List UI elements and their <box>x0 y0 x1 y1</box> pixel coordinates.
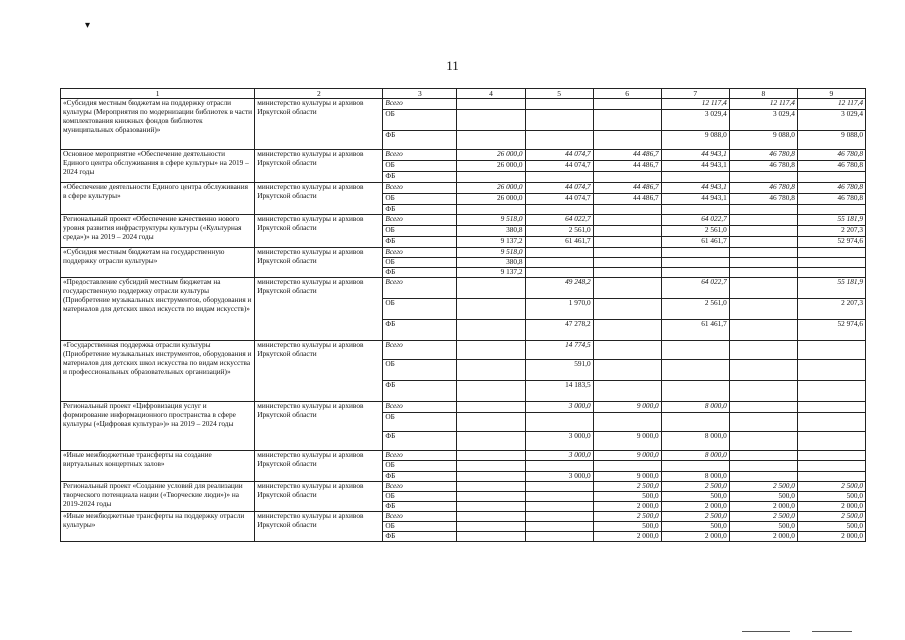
table-row <box>61 99 866 110</box>
table-row <box>61 482 866 492</box>
value-cell <box>457 432 525 451</box>
value-cell: 380,8 <box>457 226 525 237</box>
value-cell <box>525 532 593 542</box>
header-cell: 3 <box>383 89 457 99</box>
funding-source-cell: ФБ <box>383 532 457 542</box>
value-cell <box>661 205 729 215</box>
value-cell: 2 500,0 <box>797 512 865 522</box>
value-cell <box>593 461 661 472</box>
activity-name-cell: «Субсидия местным бюджетам на государственную поддержку отрасли культуры» <box>61 248 255 278</box>
value-cell: 8 000,0 <box>661 432 729 451</box>
funding-source-cell: Всего <box>383 150 457 161</box>
value-cell <box>525 110 593 131</box>
value-cell <box>593 258 661 268</box>
value-cell <box>457 472 525 482</box>
value-cell: 44 943,1 <box>661 194 729 205</box>
value-cell: 55 181,9 <box>797 215 865 226</box>
value-cell <box>593 320 661 341</box>
value-cell: 2 000,0 <box>661 532 729 542</box>
value-cell: 8 000,0 <box>661 402 729 413</box>
value-cell <box>797 341 865 360</box>
value-cell <box>525 248 593 258</box>
funding-source-cell: ОБ <box>383 522 457 532</box>
value-cell <box>729 320 797 341</box>
value-cell <box>729 268 797 278</box>
value-cell <box>457 320 525 341</box>
value-cell <box>457 402 525 413</box>
value-cell: 2 500,0 <box>729 482 797 492</box>
table-row <box>61 512 866 522</box>
value-cell <box>661 268 729 278</box>
funding-source-cell: ОБ <box>383 360 457 381</box>
value-cell: 9 088,0 <box>729 131 797 150</box>
funding-source-cell: Всего <box>383 451 457 461</box>
value-cell: 2 561,0 <box>661 226 729 237</box>
value-cell <box>729 172 797 183</box>
responsible-cell: министерство культуры и архивов Иркутской области <box>255 512 383 542</box>
value-cell <box>457 99 525 110</box>
value-cell: 2 000,0 <box>593 532 661 542</box>
activity-name-cell: Региональный проект «Обеспечение качественно нового уровня развития инфраструктуры культуры («Культурная среда»)» на 2019 – 2024 годы <box>61 215 255 248</box>
value-cell <box>457 299 525 320</box>
value-cell <box>797 381 865 402</box>
value-cell: 61 461,7 <box>525 237 593 248</box>
value-cell <box>729 248 797 258</box>
value-cell <box>729 215 797 226</box>
funding-source-cell: ФБ <box>383 268 457 278</box>
value-cell <box>593 381 661 402</box>
header-cell: 7 <box>661 89 729 99</box>
funding-source-cell: ФБ <box>383 131 457 150</box>
value-cell: 1 970,0 <box>525 299 593 320</box>
header-row <box>61 89 866 99</box>
funding-source-cell: ОБ <box>383 110 457 131</box>
table-row <box>61 150 866 161</box>
value-cell: 2 000,0 <box>729 532 797 542</box>
responsible-cell: министерство культуры и архивов Иркутской области <box>255 248 383 278</box>
activity-name-cell: «Предоставление субсидий местным бюджетам на государственную поддержку отрасли культуры (Приобретение музыкальных инструментов, оборудования и материалов для детских школ искусств по видам искусств)» <box>61 278 255 341</box>
value-cell <box>729 432 797 451</box>
activity-name-cell: «Иные межбюджетные трансферты на создание виртуальных концертных залов» <box>61 451 255 482</box>
budget-table <box>60 88 866 542</box>
value-cell <box>797 432 865 451</box>
value-cell <box>593 360 661 381</box>
responsible-cell: министерство культуры и архивов Иркутской области <box>255 341 383 402</box>
value-cell <box>661 341 729 360</box>
value-cell: 2 207,3 <box>797 226 865 237</box>
value-cell: 9 000,0 <box>593 432 661 451</box>
value-cell <box>457 492 525 502</box>
value-cell: 44 486,7 <box>593 194 661 205</box>
value-cell: 2 500,0 <box>593 482 661 492</box>
activity-name-cell: Региональный проект «Создание условий для реализации творческого потенциала нации («Творческие люди»)» на 2019-2024 годы <box>61 482 255 512</box>
value-cell <box>593 110 661 131</box>
scan-speck: ▾ <box>85 20 91 31</box>
value-cell: 46 780,8 <box>797 194 865 205</box>
value-cell <box>729 278 797 299</box>
value-cell <box>593 341 661 360</box>
value-cell <box>729 226 797 237</box>
activity-name-cell: Основное мероприятие «Обеспечение деятельности Единого центра обслуживания в сфере культуры» на 2019 – 2024 годы <box>61 150 255 183</box>
value-cell <box>729 237 797 248</box>
table-row <box>61 248 866 258</box>
value-cell: 55 181,9 <box>797 278 865 299</box>
value-cell <box>457 381 525 402</box>
value-cell: 500,0 <box>593 492 661 502</box>
activity-name-cell: Региональный проект «Цифровизация услуг и формирование информационного пространства в сфере культуры («Цифровая культура»)» на 2019 – 2024 годы <box>61 402 255 451</box>
value-cell <box>525 492 593 502</box>
value-cell: 12 117,4 <box>797 99 865 110</box>
value-cell <box>457 131 525 150</box>
value-cell: 500,0 <box>797 522 865 532</box>
value-cell <box>661 248 729 258</box>
value-cell <box>661 461 729 472</box>
value-cell <box>661 172 729 183</box>
value-cell: 26 000,0 <box>457 183 525 194</box>
funding-source-cell: Всего <box>383 341 457 360</box>
value-cell <box>797 248 865 258</box>
table-row <box>61 215 866 226</box>
value-cell: 500,0 <box>797 492 865 502</box>
value-cell <box>729 472 797 482</box>
value-cell: 9 000,0 <box>593 472 661 482</box>
value-cell: 61 461,7 <box>661 237 729 248</box>
value-cell: 500,0 <box>593 522 661 532</box>
value-cell <box>457 502 525 512</box>
funding-source-cell: Всего <box>383 99 457 110</box>
value-cell <box>729 402 797 413</box>
funding-source-cell: ФБ <box>383 502 457 512</box>
funding-source-cell: ОБ <box>383 461 457 472</box>
scan-edge-mark <box>742 631 790 632</box>
value-cell: 46 780,8 <box>797 183 865 194</box>
value-cell: 44 074,7 <box>525 194 593 205</box>
responsible-cell: министерство культуры и архивов Иркутской области <box>255 215 383 248</box>
value-cell: 2 000,0 <box>661 502 729 512</box>
value-cell <box>457 512 525 522</box>
header-cell: 2 <box>255 89 383 99</box>
responsible-cell: министерство культуры и архивов Иркутской области <box>255 451 383 482</box>
value-cell: 9 518,0 <box>457 248 525 258</box>
value-cell: 500,0 <box>729 522 797 532</box>
value-cell: 380,8 <box>457 258 525 268</box>
value-cell: 2 500,0 <box>797 482 865 492</box>
value-cell: 44 486,7 <box>593 183 661 194</box>
value-cell <box>797 472 865 482</box>
value-cell <box>525 461 593 472</box>
value-cell <box>525 258 593 268</box>
funding-source-cell: ФБ <box>383 472 457 482</box>
value-cell: 44 943,1 <box>661 150 729 161</box>
value-cell <box>593 205 661 215</box>
value-cell: 9 088,0 <box>797 131 865 150</box>
value-cell <box>797 360 865 381</box>
value-cell <box>457 413 525 432</box>
value-cell <box>525 522 593 532</box>
value-cell: 3 000,0 <box>525 432 593 451</box>
value-cell <box>797 402 865 413</box>
header-cell: 5 <box>525 89 593 99</box>
value-cell <box>729 413 797 432</box>
value-cell <box>457 278 525 299</box>
value-cell <box>797 172 865 183</box>
value-cell: 2 207,3 <box>797 299 865 320</box>
funding-source-cell: ФБ <box>383 432 457 451</box>
value-cell <box>593 268 661 278</box>
value-cell <box>797 258 865 268</box>
value-cell <box>797 461 865 472</box>
value-cell: 12 117,4 <box>729 99 797 110</box>
funding-source-cell: ОБ <box>383 299 457 320</box>
value-cell: 2 000,0 <box>797 532 865 542</box>
value-cell <box>593 413 661 432</box>
value-cell <box>525 205 593 215</box>
value-cell <box>525 268 593 278</box>
funding-source-cell: ФБ <box>383 205 457 215</box>
header-cell: 9 <box>797 89 865 99</box>
responsible-cell: министерство культуры и архивов Иркутской области <box>255 183 383 215</box>
funding-source-cell: ОБ <box>383 492 457 502</box>
responsible-cell: министерство культуры и архивов Иркутской области <box>255 482 383 512</box>
page-number: 11 <box>446 58 459 73</box>
value-cell <box>525 413 593 432</box>
value-cell: 44 486,7 <box>593 161 661 172</box>
value-cell: 3 000,0 <box>525 472 593 482</box>
funding-source-cell: ОБ <box>383 413 457 432</box>
responsible-cell: министерство культуры и архивов Иркутской области <box>255 278 383 341</box>
responsible-cell: министерство культуры и архивов Иркутской области <box>255 150 383 183</box>
funding-source-cell: ФБ <box>383 237 457 248</box>
funding-source-cell: Всего <box>383 278 457 299</box>
value-cell: 44 486,7 <box>593 150 661 161</box>
value-cell <box>593 299 661 320</box>
value-cell <box>729 299 797 320</box>
value-cell <box>797 205 865 215</box>
value-cell <box>729 360 797 381</box>
value-cell <box>593 99 661 110</box>
value-cell <box>525 172 593 183</box>
funding-source-cell: Всего <box>383 248 457 258</box>
value-cell: 46 780,8 <box>729 161 797 172</box>
table-row <box>61 341 866 360</box>
funding-source-cell: Всего <box>383 402 457 413</box>
value-cell <box>593 278 661 299</box>
value-cell <box>729 258 797 268</box>
value-cell <box>525 131 593 150</box>
value-cell: 2 500,0 <box>661 512 729 522</box>
funding-source-cell: ФБ <box>383 320 457 341</box>
value-cell: 500,0 <box>729 492 797 502</box>
funding-source-cell: ОБ <box>383 161 457 172</box>
value-cell: 2 561,0 <box>661 299 729 320</box>
value-cell <box>593 215 661 226</box>
value-cell: 3 029,4 <box>729 110 797 131</box>
value-cell: 12 117,4 <box>661 99 729 110</box>
value-cell <box>661 413 729 432</box>
value-cell <box>593 248 661 258</box>
value-cell: 46 780,8 <box>729 183 797 194</box>
value-cell <box>457 172 525 183</box>
funding-source-cell: ОБ <box>383 258 457 268</box>
value-cell <box>457 482 525 492</box>
value-cell <box>661 360 729 381</box>
value-cell: 3 029,4 <box>661 110 729 131</box>
value-cell: 64 022,7 <box>525 215 593 226</box>
funding-source-cell: ФБ <box>383 381 457 402</box>
value-cell: 52 974,6 <box>797 237 865 248</box>
value-cell: 9 000,0 <box>593 451 661 461</box>
value-cell: 2 000,0 <box>593 502 661 512</box>
funding-source-cell: Всего <box>383 183 457 194</box>
value-cell <box>797 268 865 278</box>
funding-source-cell: ОБ <box>383 226 457 237</box>
value-cell: 2 500,0 <box>593 512 661 522</box>
value-cell: 46 780,8 <box>729 194 797 205</box>
table-row <box>61 278 866 299</box>
value-cell: 46 780,8 <box>729 150 797 161</box>
value-cell: 8 000,0 <box>661 451 729 461</box>
value-cell <box>729 205 797 215</box>
header-cell: 4 <box>457 89 525 99</box>
value-cell: 46 780,8 <box>797 150 865 161</box>
value-cell: 591,0 <box>525 360 593 381</box>
value-cell: 26 000,0 <box>457 194 525 205</box>
table-row <box>61 402 866 413</box>
value-cell: 2 000,0 <box>797 502 865 512</box>
value-cell <box>593 131 661 150</box>
value-cell <box>525 512 593 522</box>
value-cell <box>729 381 797 402</box>
value-cell <box>457 110 525 131</box>
value-cell <box>729 451 797 461</box>
value-cell <box>729 461 797 472</box>
value-cell <box>525 99 593 110</box>
value-cell: 2 500,0 <box>661 482 729 492</box>
responsible-cell: министерство культуры и архивов Иркутской области <box>255 402 383 451</box>
header-cell: 6 <box>593 89 661 99</box>
value-cell: 61 461,7 <box>661 320 729 341</box>
activity-name-cell: «Обеспечение деятельности Единого центра обслуживания в сфере культуры» <box>61 183 255 215</box>
value-cell <box>457 451 525 461</box>
value-cell: 2 500,0 <box>729 512 797 522</box>
value-cell <box>593 237 661 248</box>
value-cell: 26 000,0 <box>457 150 525 161</box>
scan-edge-mark <box>812 631 852 632</box>
responsible-cell: министерство культуры и архивов Иркутской области <box>255 99 383 150</box>
value-cell: 3 000,0 <box>525 402 593 413</box>
value-cell: 9 088,0 <box>661 131 729 150</box>
activity-name-cell: «Иные межбюджетные трансферты на поддержку отрасли культуры» <box>61 512 255 542</box>
table-row <box>61 183 866 194</box>
value-cell: 9 137,2 <box>457 268 525 278</box>
value-cell <box>661 381 729 402</box>
value-cell: 49 248,2 <box>525 278 593 299</box>
funding-source-cell: Всего <box>383 512 457 522</box>
value-cell <box>525 502 593 512</box>
value-cell <box>661 258 729 268</box>
value-cell <box>457 461 525 472</box>
value-cell: 44 943,1 <box>661 183 729 194</box>
value-cell <box>593 172 661 183</box>
value-cell: 9 518,0 <box>457 215 525 226</box>
value-cell: 9 137,2 <box>457 237 525 248</box>
value-cell: 46 780,8 <box>797 161 865 172</box>
funding-source-cell: Всего <box>383 482 457 492</box>
value-cell <box>457 532 525 542</box>
value-cell: 64 022,7 <box>661 278 729 299</box>
activity-name-cell: «Субсидия местным бюджетам на поддержку отрасли культуры (Мероприятия по модернизации библиотек в части комплектования книжных фондов библиотек муниципальных образований)» <box>61 99 255 150</box>
value-cell <box>457 522 525 532</box>
value-cell: 44 074,7 <box>525 150 593 161</box>
value-cell: 3 000,0 <box>525 451 593 461</box>
value-cell: 9 000,0 <box>593 402 661 413</box>
value-cell <box>729 341 797 360</box>
value-cell: 44 074,7 <box>525 183 593 194</box>
value-cell: 52 974,6 <box>797 320 865 341</box>
value-cell: 500,0 <box>661 492 729 502</box>
header-cell: 1 <box>61 89 255 99</box>
value-cell: 14 774,5 <box>525 341 593 360</box>
value-cell <box>525 482 593 492</box>
value-cell: 8 000,0 <box>661 472 729 482</box>
funding-source-cell: ОБ <box>383 194 457 205</box>
value-cell: 64 022,7 <box>661 215 729 226</box>
value-cell: 44 074,7 <box>525 161 593 172</box>
value-cell <box>457 205 525 215</box>
value-cell: 47 278,2 <box>525 320 593 341</box>
value-cell: 500,0 <box>661 522 729 532</box>
value-cell <box>457 341 525 360</box>
value-cell <box>457 360 525 381</box>
header-cell: 8 <box>729 89 797 99</box>
funding-source-cell: ФБ <box>383 172 457 183</box>
value-cell: 2 561,0 <box>525 226 593 237</box>
value-cell <box>593 226 661 237</box>
value-cell: 3 029,4 <box>797 110 865 131</box>
funding-source-cell: Всего <box>383 215 457 226</box>
value-cell: 44 943,1 <box>661 161 729 172</box>
value-cell: 26 000,0 <box>457 161 525 172</box>
value-cell <box>797 451 865 461</box>
activity-name-cell: «Государственная поддержка отрасли культуры (Приобретение музыкальных инструментов, оборудования и материалов для детских школ искусства по видам искусства и профессиональных образовательных организаций)» <box>61 341 255 402</box>
value-cell: 2 000,0 <box>729 502 797 512</box>
value-cell: 14 183,5 <box>525 381 593 402</box>
table-row <box>61 451 866 461</box>
value-cell <box>797 413 865 432</box>
